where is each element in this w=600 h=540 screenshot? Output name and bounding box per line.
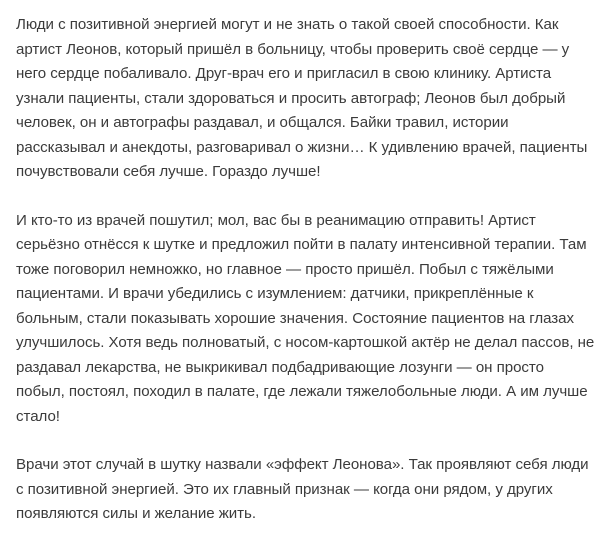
text-line: человек, он и автографы раздавал, и общался. Байки травил, истории: [16, 114, 509, 131]
text-line: артист Леонов, который пришёл в больницу, чтобы проверить своё сердце — у: [16, 40, 570, 58]
text-line: рассказывал и анекдоты, разговаривал о жизни… К удивлению врачей, пациенты: [16, 138, 588, 156]
text-line: узнали пациенты, стали здороваться и просить автограф; Леонов был добрый: [16, 89, 566, 107]
text-line: раздавал лекарства, не выкрикивал подбадривающие лозунги — он просто: [16, 358, 544, 376]
text-line: побыл, постоял, походил в палате, где лежали тяжелобольные люди. А им лучше: [16, 383, 588, 400]
text-line: стало!: [16, 407, 60, 425]
text-line: Люди с позитивной энергией могут и не знать о такой своей способности. Как: [16, 16, 559, 33]
text-line: больным, стали показывать хорошие значения. Состояние пациентов на глазах: [16, 309, 574, 327]
text-line: появляются силы и желание жить.: [16, 505, 256, 522]
text-line: тоже поговорил немножко, но главное — просто пришёл. Побыл с тяжёлыми: [16, 260, 554, 278]
paragraph-2: [16, 209, 595, 430]
paragraph-3: [16, 453, 592, 527]
text-line: улучшилось. Хотя ведь полноватый, с носом-картошкой актёр не делал пассов, не: [16, 334, 595, 351]
text-line: с позитивной энергией. Это их главный признак — когда они рядом, у других: [16, 480, 553, 498]
paragraph-1: [16, 13, 592, 185]
text-line: него сердце побаливало. Друг-врач его и пригласил в свою клинику. Артиста: [16, 65, 552, 82]
text-line: серьёзно отнёсся к шутке и предложил пойти в палату интенсивной терапии. Там: [16, 236, 587, 253]
text-line: Врачи этот случай в шутку назвали «эффект Леонова». Так проявляют себя люди: [16, 456, 589, 473]
text-line: пациентами. И врачи убедились с изумлением: датчики, прикреплённые к: [16, 285, 534, 302]
text-line: И кто-то из врачей пошутил; мол, вас бы в реанимацию отправить! Артист: [16, 211, 536, 229]
text-line: почувствовали себя лучше. Гораздо лучше!: [16, 163, 321, 180]
